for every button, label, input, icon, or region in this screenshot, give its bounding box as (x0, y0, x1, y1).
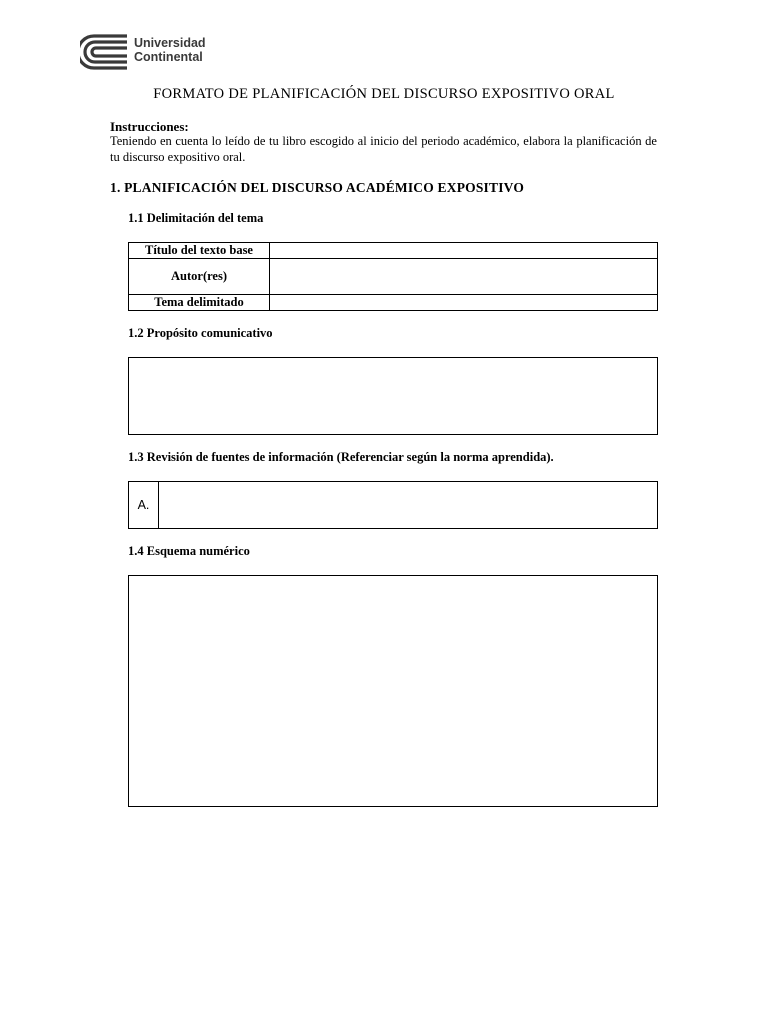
row-label-topic: Tema delimitado (129, 295, 270, 311)
university-logo (80, 34, 220, 70)
outline-box[interactable] (128, 575, 658, 807)
row-label-title: Título del texto base (129, 243, 270, 259)
logo-line1: Universidad (134, 36, 206, 50)
table-row (129, 295, 658, 311)
table-row (129, 243, 658, 259)
sources-box (128, 481, 658, 529)
document-title: FORMATO DE PLANIFICACIÓN DEL DISCURSO EXPOSITIVO ORAL (153, 86, 615, 102)
row-value-title[interactable] (270, 243, 658, 259)
source-item-letter: A. (129, 482, 159, 528)
purpose-box[interactable] (128, 357, 658, 435)
topic-table (128, 242, 658, 311)
instructions-heading: Instrucciones: (110, 119, 189, 134)
row-label-author: Autor(res) (129, 259, 270, 295)
subsection-1-2-heading: 1.2 Propósito comunicativo (128, 326, 273, 340)
subsection-1-4-heading: 1.4 Esquema numérico (128, 544, 250, 558)
subsection-1-3-heading: 1.3 Revisión de fuentes de información (Referenciar según la norma aprendida). (128, 450, 554, 464)
logo-line2: Continental (134, 49, 203, 64)
section1-heading: 1. PLANIFICACIÓN DEL DISCURSO ACADÉMICO EXPOSITIVO (110, 180, 525, 195)
subsection-1-1-heading: 1.1 Delimitación del tema (128, 211, 264, 225)
source-item-field[interactable] (159, 482, 657, 528)
table-row (129, 259, 658, 295)
row-value-topic[interactable] (270, 295, 658, 311)
university-logo-icon (80, 34, 130, 70)
instructions-text: Teniendo en cuenta lo leído de tu libro escogido al inicio del periodo académico, elabora la planificación de tu discurso expositivo oral. (110, 134, 657, 164)
row-value-author[interactable] (270, 259, 658, 295)
